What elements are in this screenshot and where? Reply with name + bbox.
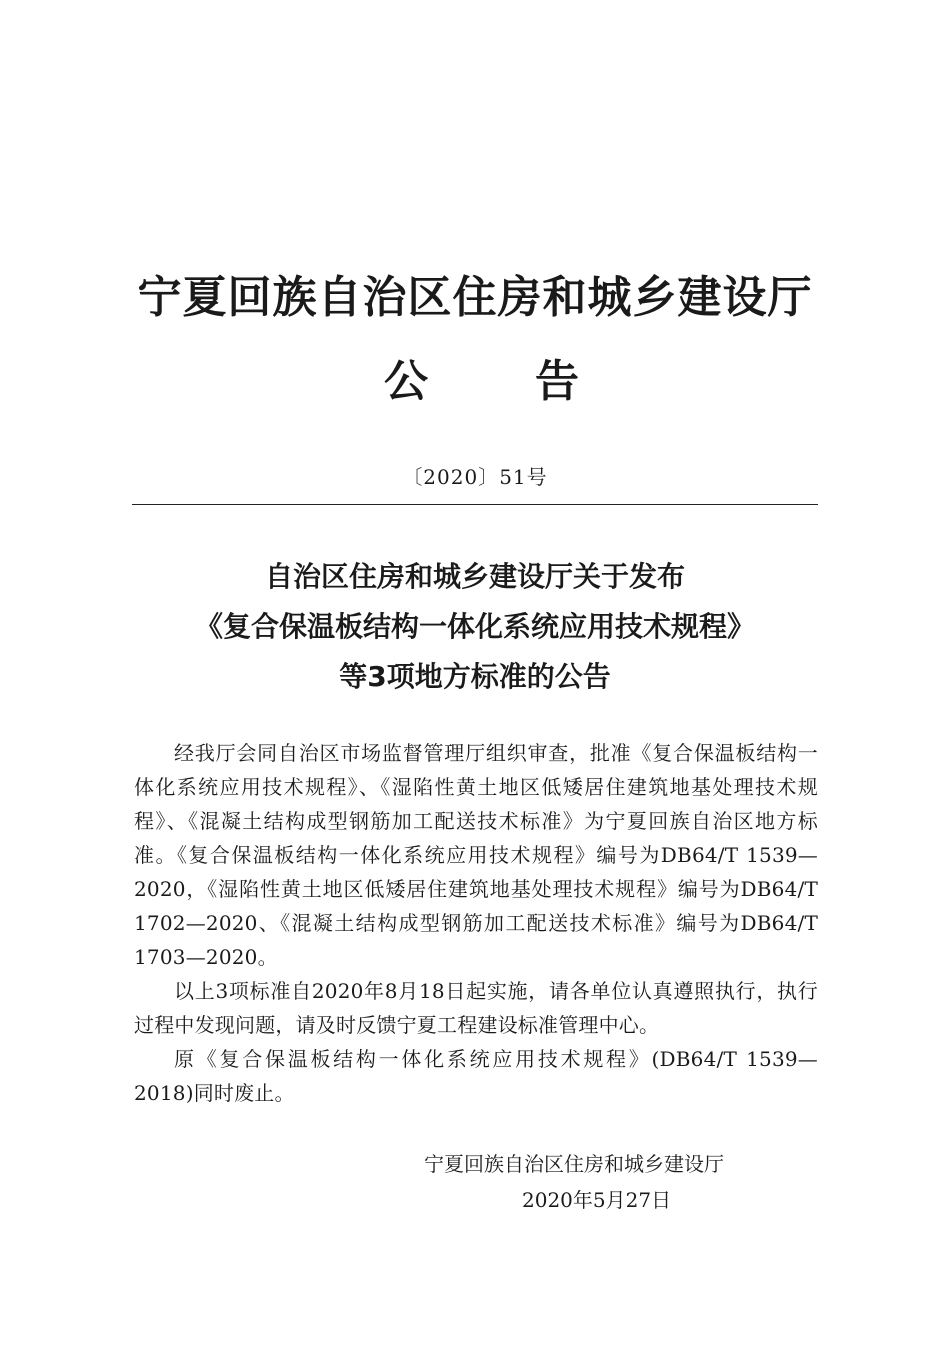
notice-heading: [0, 352, 950, 412]
body-paragraph-approval: 经我厅会同自治区市场监督管理厅组织审查，批准《复合保温板结构一体化系统应用技术规程》、《湿陷性黄土地区低矮居住建筑地基处理技术规程》、《混凝土结构成型钢筋加工配送技术标准》为宁夏回族自治区地方标准。《复合保温板结构一体化系统应用技术规程》编号为DB64/T 1539—2020，《湿陷性黄土地区低矮居住建筑地基处理技术规程》编号为DB64/T 1702—2020、《混凝土结构成型钢筋加工配送技术标准》编号为DB64/T 1703—2020。: [134, 741, 818, 969]
headline-line-1: 自治区住房和城乡建设厅关于发布: [264, 560, 685, 593]
header-divider: [132, 504, 818, 505]
body-paragraph-repeal: 原《复合保温板结构一体化系统应用技术规程》(DB64/T 1539—2018)同时废止。: [134, 1047, 818, 1105]
signoff-date: 2020年5月27日: [522, 1188, 672, 1212]
issuing-organization-title: 宁夏回族自治区住房和城乡建设厅: [137, 272, 813, 323]
signoff-organization: 宁夏回族自治区住房和城乡建设厅: [424, 1152, 724, 1176]
announcement-headline: [0, 552, 950, 702]
notice-heading-char-gong: 公: [384, 356, 428, 407]
document-number: 〔2020〕51号: [402, 465, 548, 489]
body-paragraph-effective-date: 以上3项标准自2020年8月18日起实施，请各单位认真遵照执行，执行过程中发现问题，请及时反馈宁夏工程建设标准管理中心。: [134, 979, 818, 1037]
notice-heading-char-gao: 告: [535, 356, 579, 407]
headline-line-2: 《复合保温板结构一体化系统应用技术规程》: [194, 610, 755, 643]
announcement-body: [134, 736, 818, 1110]
headline-line-3: 等3项地方标准的公告: [339, 660, 611, 693]
